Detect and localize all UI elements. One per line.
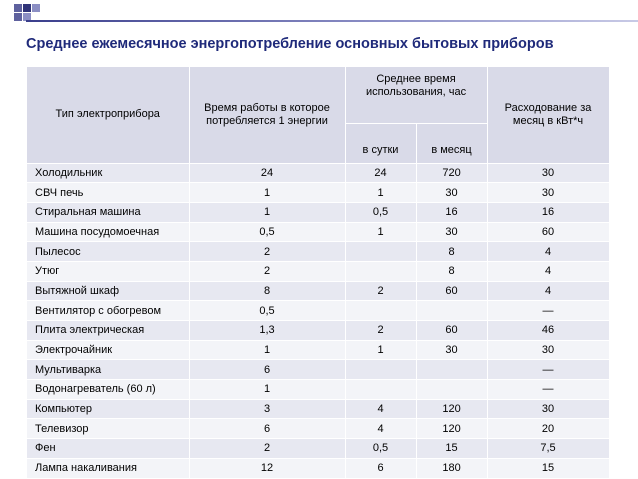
header-average-usage: Среднее время использования, час <box>345 67 487 123</box>
kwh-per-month-cell: — <box>487 301 609 321</box>
kwh-per-month-cell: 16 <box>487 202 609 222</box>
hours-per-month-cell: 60 <box>416 321 487 341</box>
header-time-per-kwh: Время работы в которое потребляется 1 энергии <box>189 67 345 163</box>
hours-per-day-cell: 0,5 <box>345 202 416 222</box>
kwh-per-month-cell: 30 <box>487 163 609 183</box>
kwh-per-month-cell: 7,5 <box>487 439 609 459</box>
time-per-kwh-cell: 24 <box>189 163 345 183</box>
device-name-cell: Мультиварка <box>27 360 189 380</box>
table-row <box>27 261 609 281</box>
device-name-cell: Вытяжной шкаф <box>27 281 189 301</box>
decorative-square <box>14 4 22 12</box>
table-row <box>27 222 609 242</box>
kwh-per-month-cell: 4 <box>487 242 609 262</box>
hours-per-month-cell: 15 <box>416 439 487 459</box>
kwh-per-month-cell: 30 <box>487 399 609 419</box>
device-name-cell: Вентилятор с обогревом <box>27 301 189 321</box>
decorative-square <box>32 4 40 12</box>
device-name-cell: Холодильник <box>27 163 189 183</box>
time-per-kwh-cell: 0,5 <box>189 222 345 242</box>
time-per-kwh-cell: 1 <box>189 380 345 400</box>
kwh-per-month-cell: 20 <box>487 419 609 439</box>
time-per-kwh-cell: 8 <box>189 281 345 301</box>
table-row <box>27 340 609 360</box>
header-monthly-consumption: Расходование за месяц в кВт*ч <box>487 67 609 163</box>
table-row <box>27 163 609 183</box>
time-per-kwh-cell: 1 <box>189 183 345 203</box>
hours-per-day-cell: 1 <box>345 340 416 360</box>
hours-per-month-cell: 180 <box>416 458 487 478</box>
hours-per-day-cell: 24 <box>345 163 416 183</box>
time-per-kwh-cell: 1,3 <box>189 321 345 341</box>
time-per-kwh-cell: 12 <box>189 458 345 478</box>
time-per-kwh-cell: 3 <box>189 399 345 419</box>
page-title: Среднее ежемесячное энергопотребление основных бытовых приборов <box>26 36 554 52</box>
hours-per-day-cell: 1 <box>345 222 416 242</box>
hours-per-day-cell: 6 <box>345 458 416 478</box>
kwh-per-month-cell: — <box>487 380 609 400</box>
device-name-cell: Стиральная машина <box>27 202 189 222</box>
time-per-kwh-cell: 2 <box>189 439 345 459</box>
hours-per-day-cell: 0,5 <box>345 439 416 459</box>
hours-per-month-cell: 30 <box>416 183 487 203</box>
time-per-kwh-cell: 6 <box>189 419 345 439</box>
hours-per-day-cell: 2 <box>345 281 416 301</box>
device-name-cell: Водонагреватель (60 л) <box>27 380 189 400</box>
device-name-cell: Фен <box>27 439 189 459</box>
kwh-per-month-cell: 15 <box>487 458 609 478</box>
table-row <box>27 321 609 341</box>
device-name-cell: Компьютер <box>27 399 189 419</box>
kwh-per-month-cell: 4 <box>487 281 609 301</box>
device-name-cell: Машина посудомоечная <box>27 222 189 242</box>
time-per-kwh-cell: 0,5 <box>189 301 345 321</box>
hours-per-month-cell: 720 <box>416 163 487 183</box>
decorative-square <box>23 4 31 12</box>
hours-per-day-cell <box>345 261 416 281</box>
table-row <box>27 301 609 321</box>
hours-per-month-cell <box>416 380 487 400</box>
header-device-type: Тип электроприбора <box>27 67 189 163</box>
table-row <box>27 202 609 222</box>
header-divider-line <box>26 20 638 22</box>
kwh-per-month-cell: 30 <box>487 340 609 360</box>
table-row <box>27 183 609 203</box>
hours-per-month-cell: 8 <box>416 261 487 281</box>
hours-per-month-cell: 120 <box>416 399 487 419</box>
kwh-per-month-cell: — <box>487 360 609 380</box>
hours-per-day-cell <box>345 301 416 321</box>
device-name-cell: Утюг <box>27 261 189 281</box>
time-per-kwh-cell: 1 <box>189 202 345 222</box>
table-row <box>27 458 609 478</box>
kwh-per-month-cell: 4 <box>487 261 609 281</box>
hours-per-month-cell: 30 <box>416 222 487 242</box>
hours-per-day-cell: 4 <box>345 419 416 439</box>
hours-per-day-cell <box>345 242 416 262</box>
hours-per-month-cell: 60 <box>416 281 487 301</box>
hours-per-month-cell: 30 <box>416 340 487 360</box>
decorative-header-band <box>0 0 638 22</box>
header-per-day: в сутки <box>345 123 416 163</box>
hours-per-day-cell: 4 <box>345 399 416 419</box>
kwh-per-month-cell: 30 <box>487 183 609 203</box>
hours-per-day-cell <box>345 380 416 400</box>
decorative-square <box>14 13 22 21</box>
time-per-kwh-cell: 2 <box>189 242 345 262</box>
table-row <box>27 360 609 380</box>
hours-per-month-cell <box>416 360 487 380</box>
hours-per-month-cell <box>416 301 487 321</box>
kwh-per-month-cell: 60 <box>487 222 609 242</box>
device-name-cell: Электрочайник <box>27 340 189 360</box>
hours-per-month-cell: 8 <box>416 242 487 262</box>
table-row <box>27 380 609 400</box>
device-name-cell: Плита электрическая <box>27 321 189 341</box>
table-row <box>27 399 609 419</box>
energy-consumption-table <box>27 67 610 479</box>
header-per-month: в месяц <box>416 123 487 163</box>
hours-per-day-cell <box>345 360 416 380</box>
hours-per-month-cell: 16 <box>416 202 487 222</box>
device-name-cell: СВЧ печь <box>27 183 189 203</box>
table-row <box>27 281 609 301</box>
time-per-kwh-cell: 1 <box>189 340 345 360</box>
table-row <box>27 439 609 459</box>
device-name-cell: Лампа накаливания <box>27 458 189 478</box>
device-name-cell: Телевизор <box>27 419 189 439</box>
table-row <box>27 242 609 262</box>
hours-per-month-cell: 120 <box>416 419 487 439</box>
time-per-kwh-cell: 2 <box>189 261 345 281</box>
kwh-per-month-cell: 46 <box>487 321 609 341</box>
table-row <box>27 419 609 439</box>
hours-per-day-cell: 2 <box>345 321 416 341</box>
hours-per-day-cell: 1 <box>345 183 416 203</box>
device-name-cell: Пылесос <box>27 242 189 262</box>
time-per-kwh-cell: 6 <box>189 360 345 380</box>
